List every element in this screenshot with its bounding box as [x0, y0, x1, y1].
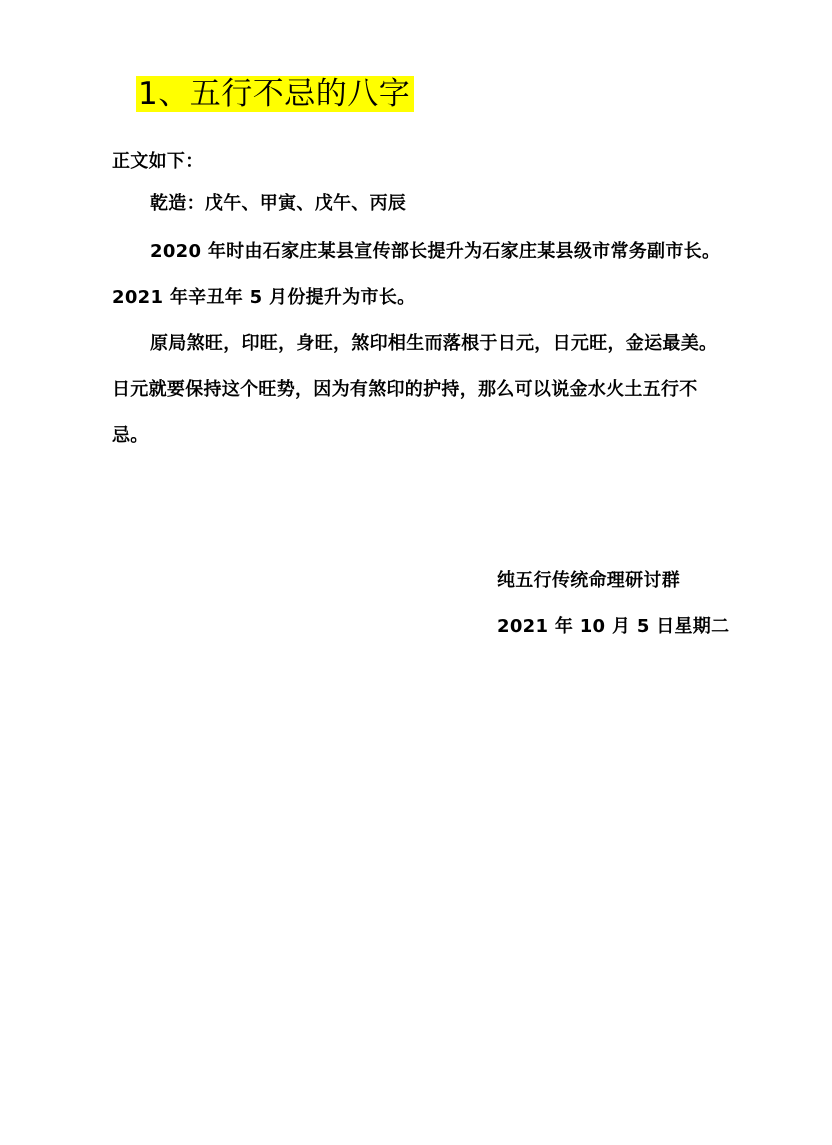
heading-highlight: 1、五行不忌的八字	[136, 76, 414, 112]
intro-line: 正文如下：	[112, 151, 204, 172]
paragraph-career: 2020 年时由石家庄某县宣传部长提升为石家庄某县级市常务副市长。2021 年辛丑年 5 月份提升为市长。	[112, 241, 721, 308]
signature-date: 2021 年 10 月 5 日星期二	[497, 616, 730, 637]
paragraph-birth-chart: 乾造：戊午、甲寅、戊午、丙辰	[150, 193, 407, 214]
paragraph-analysis: 原局煞旺，印旺，身旺，煞印相生而落根于日元，日元旺，金运最美。日元就要保持这个旺势，因为有煞印的护持，那么可以说金水火土五行不忌。	[112, 333, 718, 446]
signature-group-name: 纯五行传统命理研讨群	[497, 570, 680, 591]
document-heading	[136, 74, 414, 114]
